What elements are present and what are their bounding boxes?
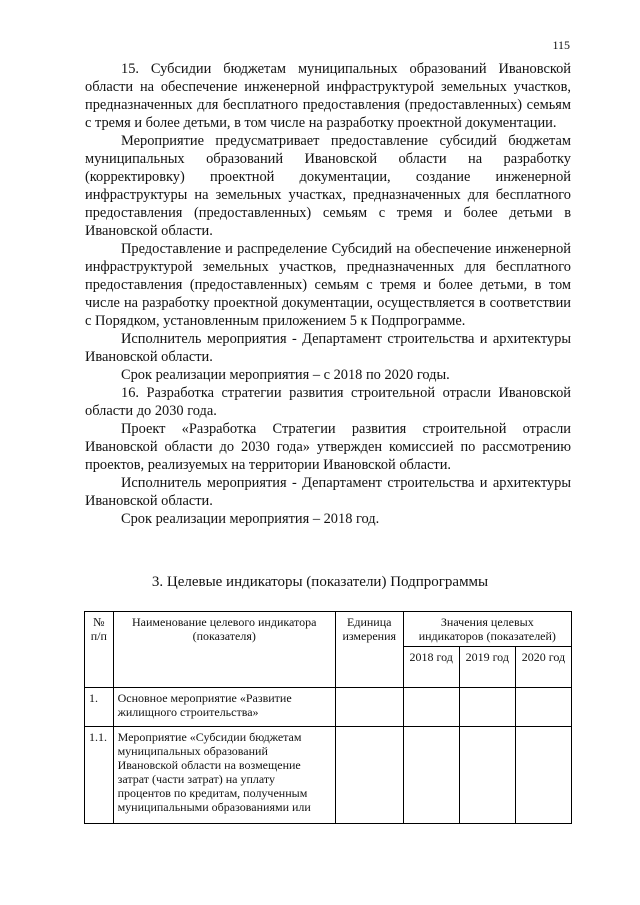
paragraph: Исполнитель мероприятия - Департамент строительства и архитектуры Ивановской области. xyxy=(85,475,571,509)
header-name: Наименование целевого индикатора (показателя) xyxy=(113,612,335,688)
header-values: Значения целевых индикаторов (показателей) xyxy=(403,612,571,647)
section-title: 3. Целевые индикаторы (показатели) Подпрограммы xyxy=(151,574,489,590)
paragraph: Проект «Разработка Стратегии развития строительной отрасли Ивановской области до 2030 года» утвержден комиссией по рассмотрению проектов, реализуемых на территории Ивановской области. xyxy=(85,421,571,473)
row-unit xyxy=(335,727,403,824)
row-num: 1. xyxy=(85,688,114,727)
table-header-row xyxy=(85,612,572,647)
table-row xyxy=(85,688,572,727)
row-name: Основное мероприятие «Развитие жилищного строительства» xyxy=(113,688,335,727)
indicators-table xyxy=(84,611,572,824)
paragraph: Срок реализации мероприятия – 2018 год. xyxy=(121,511,380,527)
header-year-2019: 2019 год xyxy=(459,647,515,688)
row-value-2020 xyxy=(515,688,571,727)
paragraph: 15. Субсидии бюджетам муниципальных образований Ивановской области на обеспечение инженерной инфраструктурой земельных участков, предназначенных для бесплатного предоставления (предоставленных) семьям с тремя и более детьми, в том числе на разработку проектной документации. xyxy=(85,61,571,131)
row-unit xyxy=(335,688,403,727)
row-value-2018 xyxy=(403,727,459,824)
page-number: 115 xyxy=(552,38,570,52)
paragraph: Исполнитель мероприятия - Департамент строительства и архитектуры Ивановской области. xyxy=(85,331,571,365)
paragraph: Мероприятие предусматривает предоставление субсидий бюджетам муниципальных образований Ивановской области на разработку (корректировку) проектной документации, создание инженерной инфраструктуры на земельных участках, предназначенных для бесплатного предоставления (предоставленных) семьям с тремя и более детьми в Ивановской области. xyxy=(85,133,571,239)
header-unit: Единица измерения xyxy=(335,612,403,688)
header-year-2018: 2018 год xyxy=(403,647,459,688)
row-value-2020 xyxy=(515,727,571,824)
row-num: 1.1. xyxy=(85,727,114,824)
paragraph: Предоставление и распределение Субсидий на обеспечение инженерной инфраструктурой земельных участков, предназначенных для бесплатного предоставления (предоставленных) семьям с тремя и более детьми, в том числе на разработку проектной документации, осуществляется в соответствии с Порядком, установленным приложением 5 к Подпрограмме. xyxy=(85,241,571,329)
header-num: № п/п xyxy=(85,612,114,688)
body-text xyxy=(85,60,571,528)
row-value-2018 xyxy=(403,688,459,727)
header-year-2020: 2020 год xyxy=(515,647,571,688)
row-value-2019 xyxy=(459,688,515,727)
row-value-2019 xyxy=(459,727,515,824)
paragraph: 16. Разработка стратегии развития строительной отрасли Ивановской области до 2030 года. xyxy=(85,385,571,419)
paragraph: Срок реализации мероприятия – с 2018 по 2020 годы. xyxy=(121,367,450,383)
row-name: Мероприятие «Субсидии бюджетам муниципальных образований Ивановской области на возмещение затрат (части затрат) на уплату процентов по кредитам, полученным муниципальными образованиями или xyxy=(113,727,335,824)
table-row xyxy=(85,727,572,824)
